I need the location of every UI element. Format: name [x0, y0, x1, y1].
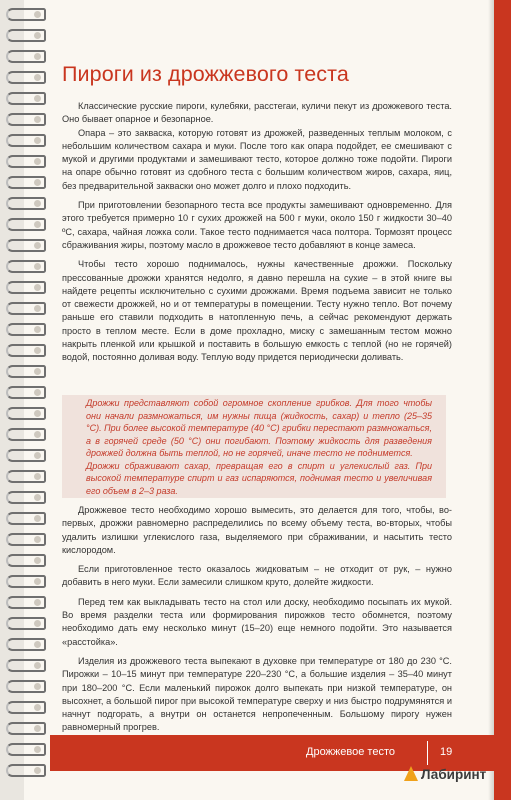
intro-text-block [62, 100, 452, 365]
spiral-ring [6, 155, 46, 168]
watermark-text: Лабиринт [421, 767, 487, 782]
spiral-ring [6, 92, 46, 105]
main-text-block [62, 504, 452, 735]
spiral-ring [6, 197, 46, 210]
spiral-ring [6, 659, 46, 672]
spiral-ring [6, 596, 46, 609]
spiral-ring [6, 218, 46, 231]
spiral-ring [6, 365, 46, 378]
spiral-ring [6, 449, 46, 462]
labirint-logo-icon [404, 766, 418, 781]
note-text [86, 397, 432, 497]
note-paragraph: Дрожжи сбраживают сахар, превращая его в спирт и углекислый газ. При высокой температуре спирт и газ испаряются, поднимая тесто и увеличивая его объем в 2–3 раза. [86, 460, 432, 496]
spiral-ring [6, 176, 46, 189]
page-title: Пироги из дрожжевого теста [62, 62, 349, 86]
spiral-ring [6, 470, 46, 483]
spiral-ring [6, 134, 46, 147]
footer-separator [427, 741, 428, 765]
spiral-ring [6, 680, 46, 693]
spiral-ring [6, 701, 46, 714]
paragraph: Если приготовленное тесто оказалось жидковатым – не отходит от рук, – нужно добавить в него муки. Если замесили слишком круто, долейте жидкости. [62, 564, 452, 588]
spiral-ring [6, 722, 46, 735]
spiral-ring [6, 8, 46, 21]
spiral-ring [6, 29, 46, 42]
paragraph: Изделия из дрожжевого теста выпекают в духовке при температуре от 180 до 230 °С. Пирожки – 10–15 минут при температуре 220–230 °С, а большие изделия – 35–40 минут при 180–200 °С. Если маленький пирожок долго выпекать при низкой температуре, он высохнет, а большой пирог при высокой температуре сверху и низ быстро подрумянятся и начнут подгорать, а внутри он останется непропеченным. Большому пирогу нужен равномерный прогрев. [62, 655, 452, 733]
spiral-ring [6, 113, 46, 126]
spiral-ring [6, 491, 46, 504]
spiral-ring [6, 617, 46, 630]
spiral-ring [6, 512, 46, 525]
paragraph: Опара – это закваска, которую готовят из дрожжей, разведенных теплым молоком, с небольшим количеством сахара и муки. После того как опара подойдет, ее смешивают с мукой и другими продуктами и замешивают тесто, которое должно тоже подойти. Пироги на опаре обычно готовят из сдобного теста с большим количеством жиров, сахара, яиц, без предварительной закваски оно может долго и плохо подходить. [62, 127, 452, 191]
spiral-ring [6, 407, 46, 420]
spiral-ring [6, 50, 46, 63]
paragraph: Дрожжевое тесто необходимо хорошо вымесить, это делается для того, чтобы, во-первых, дрожжи равномерно распределились по всему объему теста, во-вторых, чтобы удалить излишки углекислого газа, выделяемого при сбраживании, и насытить тесто кислородом. [62, 505, 452, 555]
spiral-ring [6, 743, 46, 756]
spiral-ring [6, 71, 46, 84]
spiral-ring [6, 575, 46, 588]
spiral-ring [6, 344, 46, 357]
spiral-ring [6, 302, 46, 315]
red-page-edge [494, 0, 511, 800]
paragraph: Перед тем как выкладывать тесто на стол или доску, необходимо посыпать их мукой. Во время разделки теста или формирования пирожков тесто обомнется, поэтому необходимо дать ему несколько минут (15–20) еще немного подойти. Это называется «расстойка». [62, 596, 452, 647]
spiral-ring [6, 533, 46, 546]
watermark-logo [404, 766, 486, 788]
spiral-ring [6, 554, 46, 567]
page-number: 19 [440, 746, 453, 758]
spiral-ring [6, 386, 46, 399]
spiral-ring [6, 323, 46, 336]
spiral-ring [6, 764, 46, 777]
note-paragraph: Дрожжи представляют собой огромное скопление грибков. Для того чтобы они начали размножаться, им нужны пища (жидкость, сахар) и тепло (25–35 °С). При более высокой температуре (40 °С) грибки перестают размножаться, а в горячей среде (50 °С) они погибают. Поэтому жидкость для разведения дрожжей должна быть теплой, но не горячей, иначе тесто не поднимется. [86, 398, 432, 458]
spiral-ring [6, 428, 46, 441]
paragraph: При приготовлении безопарного теста все продукты замешивают одновременно. Для этого требуется примерно 10 г сухих дрожжей на 500 г муки, около 150 г жидкости 30–40 ºС, сахара, чайная ложка соли. Такое тесто поднимается часа полтора. Тормозят процесс сбраживания жиры, поэтому масло в дрожжевое тесто добавляют в конце замеса. [62, 200, 452, 250]
spiral-ring [6, 638, 46, 651]
spiral-ring [6, 260, 46, 273]
spiral-ring [6, 239, 46, 252]
paragraph: Чтобы тесто хорошо поднималось, нужны качественные дрожжи. Поскольку прессованные дрожжи хранятся недолго, я давно перешла на сухие – в этой книге вы найдете рецепты исключительно с сухими дрожжами. Время подъема зависит не только от свежести дрожжей, но и от температуры в помещении. Тесту нужно тепло. Вот почему раньше его ставили подходить в натопленную печь, а сейчас рекомендуют держать просто в теплом месте. Если в доме прохладно, миску с замешанным тестом можно накрыть пленкой или крышкой и поставить в большую емкость с теплой (но не горячей) водой, постоянно доливая воду. Теплую воду придется периодически доливать. [62, 259, 452, 363]
spiral-ring [6, 281, 46, 294]
paragraph: Классические русские пироги, кулебяки, расстегаи, куличи пекут из дрожжевого теста. Оно бывает опарное и безопарное. [62, 101, 452, 125]
footer-section-title: Дрожжевое тесто [306, 746, 395, 758]
spiral-binding [0, 0, 48, 800]
